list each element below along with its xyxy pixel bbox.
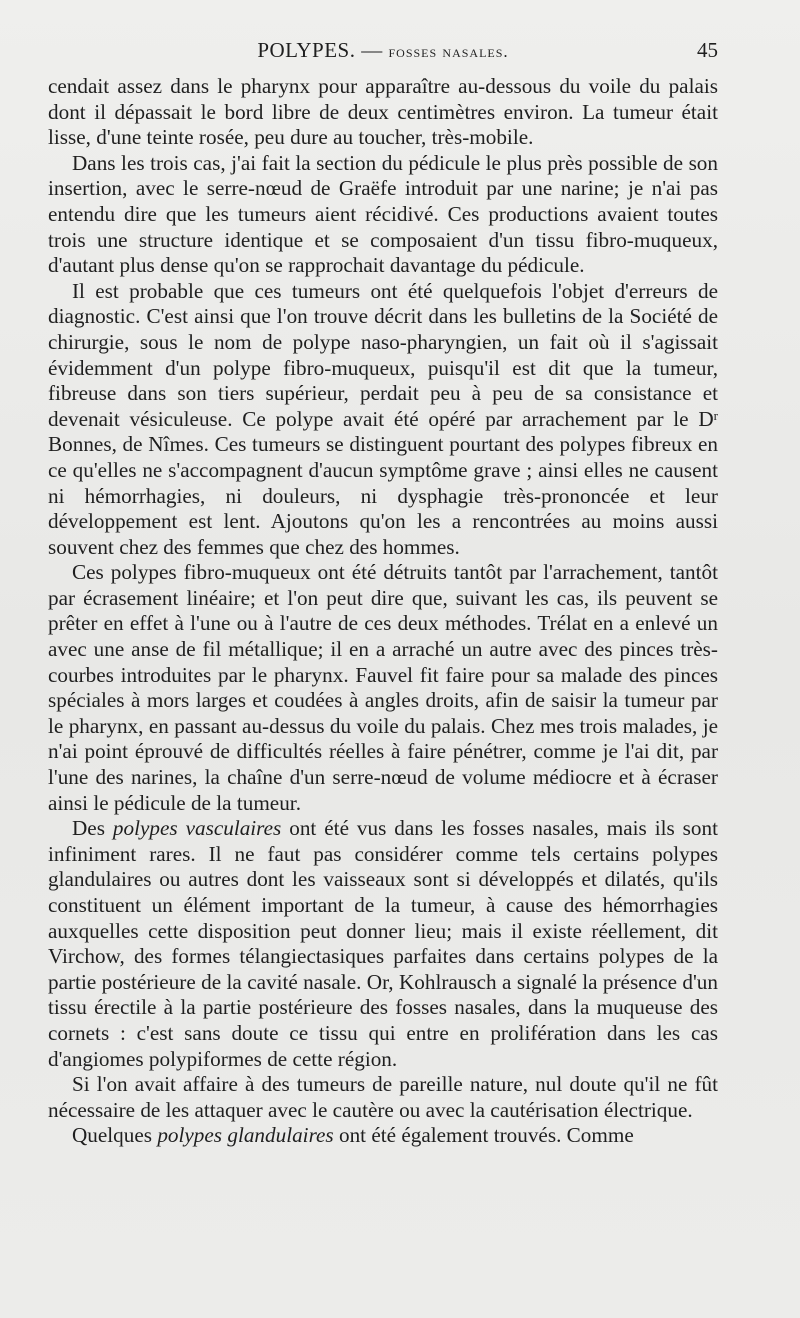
paragraph-5-text: ont été vus dans les fosses nasales, mais ils sont infiniment rares. Il ne faut pas considérer comme tels certains polypes glandulaires ou autres dont les vaisseaux sont si développés et dilatés, qu'ils constituent un élément important de la tumeur, à cause des hémorrhagies auxquelles cette disposition peut donner lieu; mais il existe réellement, dit Virchow, des formes télangiectasiques parfaites dans certains polypes de la partie postérieure de la cavité nasale. Or, Kohlrausch a signalé la présence d'un tissu érectile à la partie postérieure des fosses nasales, dans la muqueuse des cornets : c'est sans doute ce tissu qui entre en prolifération dans les cas d'angiomes polypiformes de cette région. [48, 816, 718, 1071]
running-title-sub: fosses nasales. [388, 42, 509, 61]
superscript-r: r [713, 407, 718, 423]
paragraph-4: Ces polypes fibro-muqueux ont été détruits tantôt par l'arrachement, tantôt par écrasement linéaire; et l'on peut dire que, suivant les cas, ils peuvent se prêter en effet à l'une ou à l'autre de ces deux méthodes. Trélat en a enlevé un avec une anse de fil métallique; il en a arraché un autre avec des pinces très-courbes introduites par le pharynx. Fauvel fit faire pour sa malade des pinces spéciales à mors larges et coudées à angles droits, afin de saisir la tumeur par le pharynx, en passant au-dessus du voile du palais. Chez mes trois malades, je n'ai point éprouvé de difficultés réelles à faire pénétrer, comme je l'ai dit, par l'une des narines, la chaîne d'un serre-nœud de volume médiocre et à écraser ainsi le pédicule de la tumeur. [48, 560, 718, 815]
paragraph-3-text-a: Il est probable que ces tumeurs ont été quelquefois l'objet d'erreurs de diagnostic. C'est ainsi que l'on trouve décrit dans les bulletins de la Société de chirurgie, sous le nom de polype naso-pharyngien, un fait où il s'agissait évidemment d'un polype fibro-muqueux, puisqu'il est dit que la tumeur, fibreuse dans son tiers supérieur, perdait peu à peu de sa consistance et devenait vésiculeuse. Ce polype avait été opéré par arrachement par le D [48, 278, 718, 431]
paragraph-5 [48, 816, 718, 1072]
paragraph-3 [48, 279, 718, 561]
paragraph-7-emphasis: polypes glandulaires [157, 1123, 334, 1148]
paragraph-3-text-b: Bonnes, de Nîmes. Ces tumeurs se distinguent pourtant des polypes fibreux en ce qu'elles ne s'accompagnent d'aucun symptôme grave ; ainsi elles ne causent ni hémorrhagies, ni douleurs, ni dysphagie très-prononcée et leur développement est lent. Ajoutons qu'on les a rencontrées au moins aussi souvent chez des femmes que chez des hommes. [48, 432, 718, 559]
paragraph-5-emphasis: polypes vasculaires [112, 816, 282, 841]
paragraph-7-lead: Quelques [72, 1123, 158, 1148]
body-text [48, 74, 718, 1149]
paragraph-7 [48, 1123, 718, 1149]
paragraph-5-lead: Des [72, 816, 113, 841]
running-title [48, 38, 718, 63]
paragraph-1: cendait assez dans le pharynx pour apparaître au-dessous du voile du palais dont il dépassait le bord libre de deux centimètres environ. La tumeur était lisse, d'une teinte rosée, peu dure au toucher, très-mobile. [48, 74, 718, 150]
paragraph-6: Si l'on avait affaire à des tumeurs de pareille nature, nul doute qu'il ne fût nécessaire de les attaquer avec le cautère ou avec la cautérisation électrique. [48, 1072, 718, 1122]
running-title-main: POLYPES. — [257, 38, 383, 62]
paragraph-2: Dans les trois cas, j'ai fait la section du pédicule le plus près possible de son insertion, avec le serre-nœud de Graëfe introduit par une narine; je n'ai pas entendu dire que les tumeurs aient récidivé. Ces productions avaient toutes trois une structure identique et se composaient d'un tissu fibro-muqueux, d'autant plus dense qu'on se rapprochait davantage du pédicule. [48, 150, 718, 278]
page-number: 45 [697, 38, 718, 62]
running-header [48, 38, 718, 68]
paragraph-7-text: ont été également trouvés. Comme [333, 1123, 634, 1148]
